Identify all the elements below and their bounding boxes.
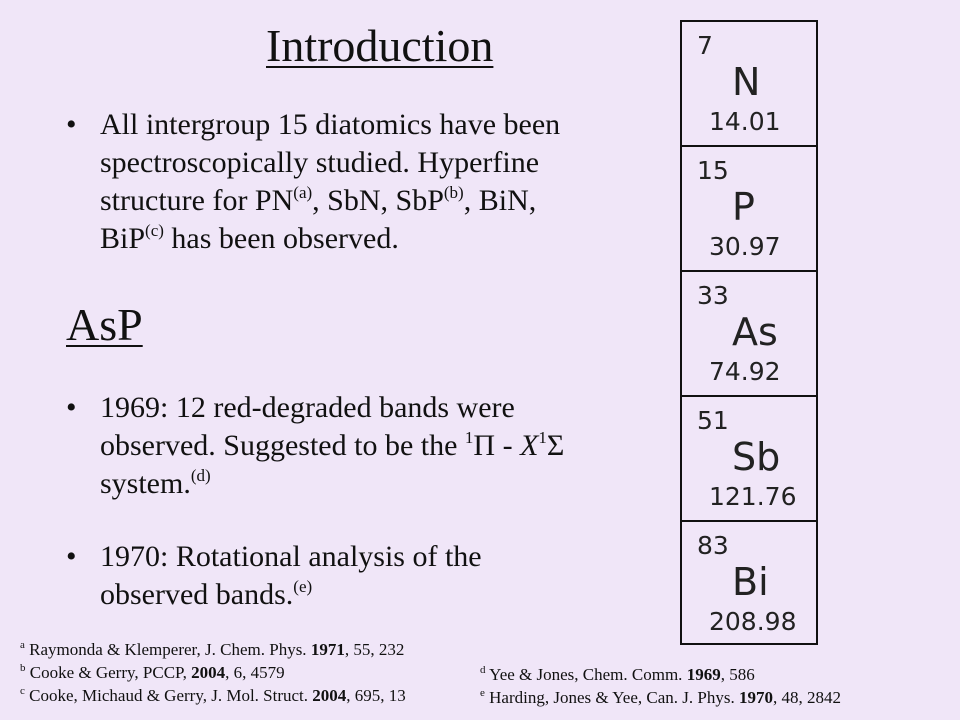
atomic-number: 51 xyxy=(697,406,729,435)
element-symbol: P xyxy=(732,185,755,229)
atomic-number: 15 xyxy=(697,156,729,185)
bullet-line: BiP$^{(c)}$ has been observed. xyxy=(100,221,399,255)
bullet-line: 1970: Rotational analysis of the xyxy=(100,540,482,573)
element-cell-nitrogen xyxy=(682,22,816,147)
bullet-1969-bands xyxy=(66,389,646,503)
asp-heading: AsP xyxy=(66,299,143,350)
bullet-dot: • xyxy=(66,108,77,141)
bullet-dot: • xyxy=(66,540,77,573)
element-symbol: As xyxy=(732,310,778,354)
bullet-line: observed. Suggested to be the $^1\Pi - X^1\Sigma$ xyxy=(100,428,565,462)
element-cell-phosphorus xyxy=(682,147,816,272)
element-symbol: Bi xyxy=(732,560,769,604)
element-symbol: N xyxy=(732,60,761,104)
reference-d: $^d$ Yee & Jones, Chem. Comm. 1969, 586 xyxy=(480,664,755,684)
element-symbol: Sb xyxy=(732,435,781,479)
atomic-mass: 74.92 xyxy=(709,357,781,386)
references-right xyxy=(480,663,841,709)
slide-title: Introduction xyxy=(266,20,494,71)
bullet-line: observed bands.$^{(e)}$ xyxy=(100,577,313,611)
element-cell-bismuth xyxy=(682,522,816,647)
reference-c: $^c$ Cooke, Michaud & Gerry, J. Mol. Struct. 2004, 695, 13 xyxy=(20,685,406,705)
bullet-intergroup-diatomics xyxy=(66,106,646,258)
atomic-mass: 121.76 xyxy=(709,482,797,511)
bullet-line: structure for PN$^{(a)}$, SbN, SbP$^{(b)}$, BiN, xyxy=(100,183,537,217)
atomic-mass: 30.97 xyxy=(709,232,781,261)
bullet-1970-analysis xyxy=(66,538,646,614)
citation-b: (b) xyxy=(443,183,464,202)
reference-b: $^b$ Cooke & Gerry, PCCP, 2004, 6, 4579 xyxy=(20,662,285,682)
citation-d: (d) xyxy=(190,466,211,485)
atomic-number: 33 xyxy=(697,281,729,310)
citation-a: (a) xyxy=(293,183,313,202)
periodic-group-15-column xyxy=(680,20,818,645)
references-left xyxy=(20,638,406,707)
bullet-dot: • xyxy=(66,391,77,424)
element-cell-antimony xyxy=(682,397,816,522)
atomic-number: 83 xyxy=(697,531,729,560)
reference-a: $^a$ Raymonda & Klemperer, J. Chem. Phys. 1971, 55, 232 xyxy=(20,639,405,659)
reference-e: $^e$ Harding, Jones & Yee, Can. J. Phys. 1970, 48, 2842 xyxy=(480,687,841,707)
bullet-line: system.$^{(d)}$ xyxy=(100,466,211,500)
citation-c: (c) xyxy=(145,221,164,240)
atomic-number: 7 xyxy=(697,31,713,60)
atomic-mass: 14.01 xyxy=(709,107,781,136)
atomic-mass: 208.98 xyxy=(709,607,797,636)
bullet-line: All intergroup 15 diatomics have been xyxy=(100,108,561,141)
element-cell-arsenic xyxy=(682,272,816,397)
citation-e: (e) xyxy=(293,577,313,596)
bullet-line: spectroscopically studied. Hyperfine xyxy=(100,146,540,179)
bullet-line: 1969: 12 red-degraded bands were xyxy=(100,391,515,424)
